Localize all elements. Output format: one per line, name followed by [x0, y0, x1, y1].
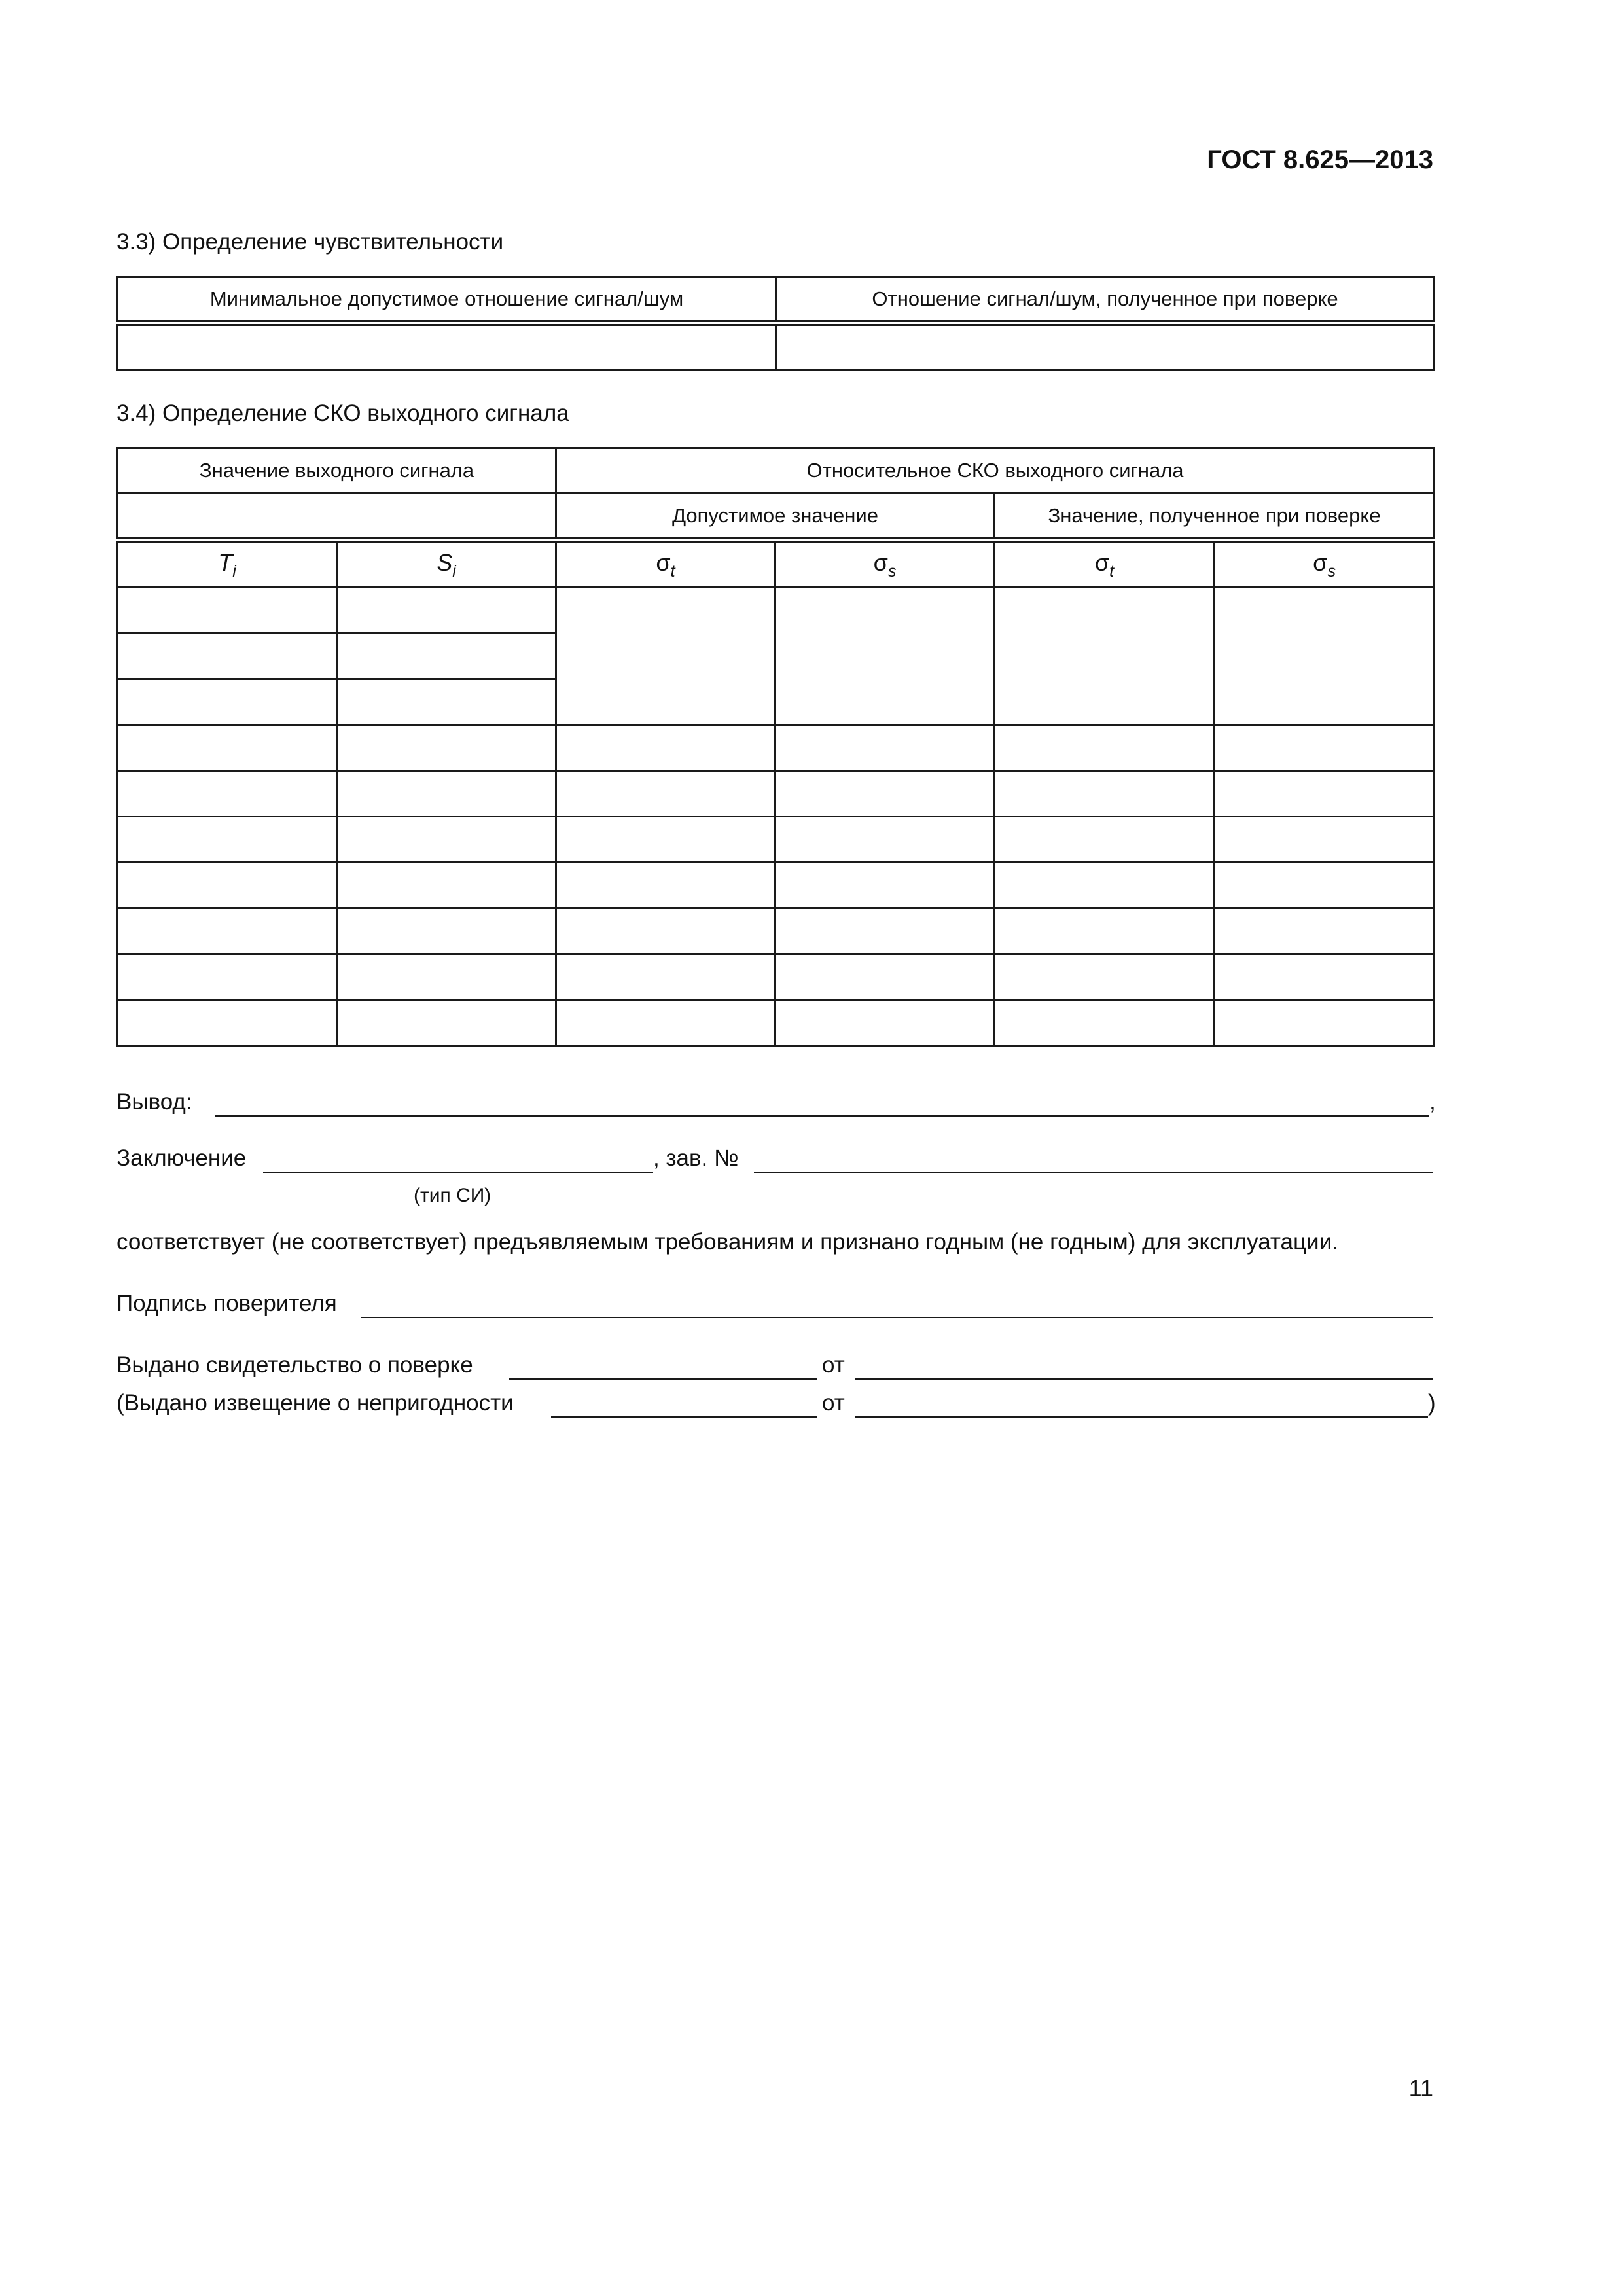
table-row [118, 954, 1435, 1000]
cell-sigma-s-allowed[interactable] [776, 817, 995, 863]
allowed-value-header: Допустимое значение [556, 493, 995, 541]
cell-ti[interactable] [118, 1000, 337, 1046]
cell-sigma-t-obtained[interactable] [995, 588, 1215, 725]
relative-sko-header: Относительное СКО выходного сигнала [556, 448, 1435, 493]
cell-sigma-t-allowed[interactable] [556, 725, 776, 771]
cell-sigma-t-allowed[interactable] [556, 863, 776, 908]
cell-sigma-s-obtained[interactable] [1215, 908, 1435, 954]
notice-date-label: от [822, 1390, 845, 1416]
cell-sigma-s-obtained[interactable] [1215, 1000, 1435, 1046]
signature-label: Подпись поверителя [116, 1291, 337, 1316]
section-3-4-title: 3.4) Определение СКО выходного сигнала [116, 401, 569, 426]
zaklyuchenie-label: Заключение [116, 1145, 247, 1171]
cell-sigma-s-obtained[interactable] [1215, 588, 1435, 725]
section-3-3-title: 3.3) Определение чувствительности [116, 229, 504, 255]
output-value-subheader-blank [118, 493, 556, 541]
instrument-type-field[interactable] [263, 1172, 653, 1173]
cell-sigma-t-obtained[interactable] [995, 908, 1215, 954]
cell-si[interactable] [337, 679, 556, 725]
vyvod-comma: , [1429, 1089, 1436, 1115]
serial-number-field[interactable] [754, 1172, 1433, 1173]
cell-ti[interactable] [118, 634, 337, 679]
sko-table [116, 447, 1435, 1047]
table-row [118, 725, 1435, 771]
cell-sigma-t-obtained[interactable] [995, 954, 1215, 1000]
cell-ti[interactable] [118, 588, 337, 634]
output-value-header: Значение выходного сигнала [118, 448, 556, 493]
vyvod-label: Вывод: [116, 1089, 192, 1115]
obtained-value-header: Значение, полученное при поверке [995, 493, 1435, 541]
table-row [118, 588, 1435, 634]
cell-sigma-t-allowed[interactable] [556, 817, 776, 863]
notice-label: (Выдано извещение о непригодности [116, 1390, 514, 1416]
cell-si[interactable] [337, 1000, 556, 1046]
cell-sigma-t-allowed[interactable] [556, 771, 776, 817]
col-sigma-t-allowed-header: $\sigma_t$ [556, 541, 776, 588]
col-ti-header: $T_i$ [118, 541, 337, 588]
cell-sigma-s-obtained[interactable] [1215, 817, 1435, 863]
cell-sigma-s-allowed[interactable] [776, 908, 995, 954]
cell-sigma-t-obtained[interactable] [995, 725, 1215, 771]
cell-si[interactable] [337, 588, 556, 634]
cell-si[interactable] [337, 863, 556, 908]
cell-sigma-s-obtained[interactable] [1215, 954, 1435, 1000]
table-row [118, 863, 1435, 908]
cell-sigma-t-allowed[interactable] [556, 588, 776, 725]
cell-ti[interactable] [118, 771, 337, 817]
notice-close-paren: ) [1428, 1390, 1436, 1416]
cell-sigma-t-allowed[interactable] [556, 954, 776, 1000]
signature-field[interactable] [361, 1317, 1433, 1318]
cell-sigma-s-obtained[interactable] [1215, 771, 1435, 817]
table-row [118, 817, 1435, 863]
col-sigma-t-obtained-header: $\sigma_t$ [995, 541, 1215, 588]
cell-si[interactable] [337, 817, 556, 863]
certificate-number-field[interactable] [509, 1378, 817, 1380]
page-number: 11 [1408, 2075, 1433, 2102]
obtained-snr-cell[interactable] [776, 323, 1435, 370]
cell-sigma-s-allowed[interactable] [776, 725, 995, 771]
min-snr-header: Минимальное допустимое отношение сигнал/шум [118, 278, 776, 323]
cell-ti[interactable] [118, 863, 337, 908]
sensitivity-table [116, 276, 1435, 371]
cell-ti[interactable] [118, 817, 337, 863]
cell-si[interactable] [337, 908, 556, 954]
certificate-date-label: от [822, 1352, 845, 1378]
cell-sigma-t-obtained[interactable] [995, 863, 1215, 908]
certificate-date-field[interactable] [855, 1378, 1433, 1380]
cell-sigma-s-allowed[interactable] [776, 863, 995, 908]
col-sigma-s-allowed-header: $\sigma_s$ [776, 541, 995, 588]
cell-sigma-s-obtained[interactable] [1215, 725, 1435, 771]
cell-sigma-s-allowed[interactable] [776, 771, 995, 817]
table-row [118, 771, 1435, 817]
table-row [118, 1000, 1435, 1046]
instrument-type-caption: (тип СИ) [414, 1185, 491, 1206]
cell-ti[interactable] [118, 679, 337, 725]
min-snr-cell[interactable] [118, 323, 776, 370]
cell-sigma-t-obtained[interactable] [995, 817, 1215, 863]
cell-ti[interactable] [118, 725, 337, 771]
cell-si[interactable] [337, 771, 556, 817]
notice-date-field[interactable] [855, 1416, 1428, 1418]
cell-sigma-t-allowed[interactable] [556, 908, 776, 954]
document-code: ГОСТ 8.625—2013 [1207, 145, 1433, 174]
cell-sigma-t-allowed[interactable] [556, 1000, 776, 1046]
cell-sigma-s-allowed[interactable] [776, 588, 995, 725]
compliance-statement: соответствует (не соответствует) предъявляемым требованиям и признано годным (не годным) для эксплуатации. [116, 1229, 1338, 1255]
cell-sigma-t-obtained[interactable] [995, 771, 1215, 817]
cell-sigma-s-allowed[interactable] [776, 1000, 995, 1046]
col-si-header: $S_i$ [337, 541, 556, 588]
notice-number-field[interactable] [551, 1416, 817, 1418]
cell-ti[interactable] [118, 908, 337, 954]
col-sigma-s-obtained-header: $\sigma_s$ [1215, 541, 1435, 588]
cell-sigma-t-obtained[interactable] [995, 1000, 1215, 1046]
vyvod-field[interactable] [215, 1115, 1429, 1117]
cell-sigma-s-obtained[interactable] [1215, 863, 1435, 908]
cell-ti[interactable] [118, 954, 337, 1000]
table-row [118, 908, 1435, 954]
cell-si[interactable] [337, 634, 556, 679]
obtained-snr-header: Отношение сигнал/шум, полученное при поверке [776, 278, 1435, 323]
cell-si[interactable] [337, 725, 556, 771]
serial-number-label: , зав. № [653, 1145, 739, 1171]
certificate-label: Выдано свидетельство о поверке [116, 1352, 473, 1378]
cell-si[interactable] [337, 954, 556, 1000]
cell-sigma-s-allowed[interactable] [776, 954, 995, 1000]
